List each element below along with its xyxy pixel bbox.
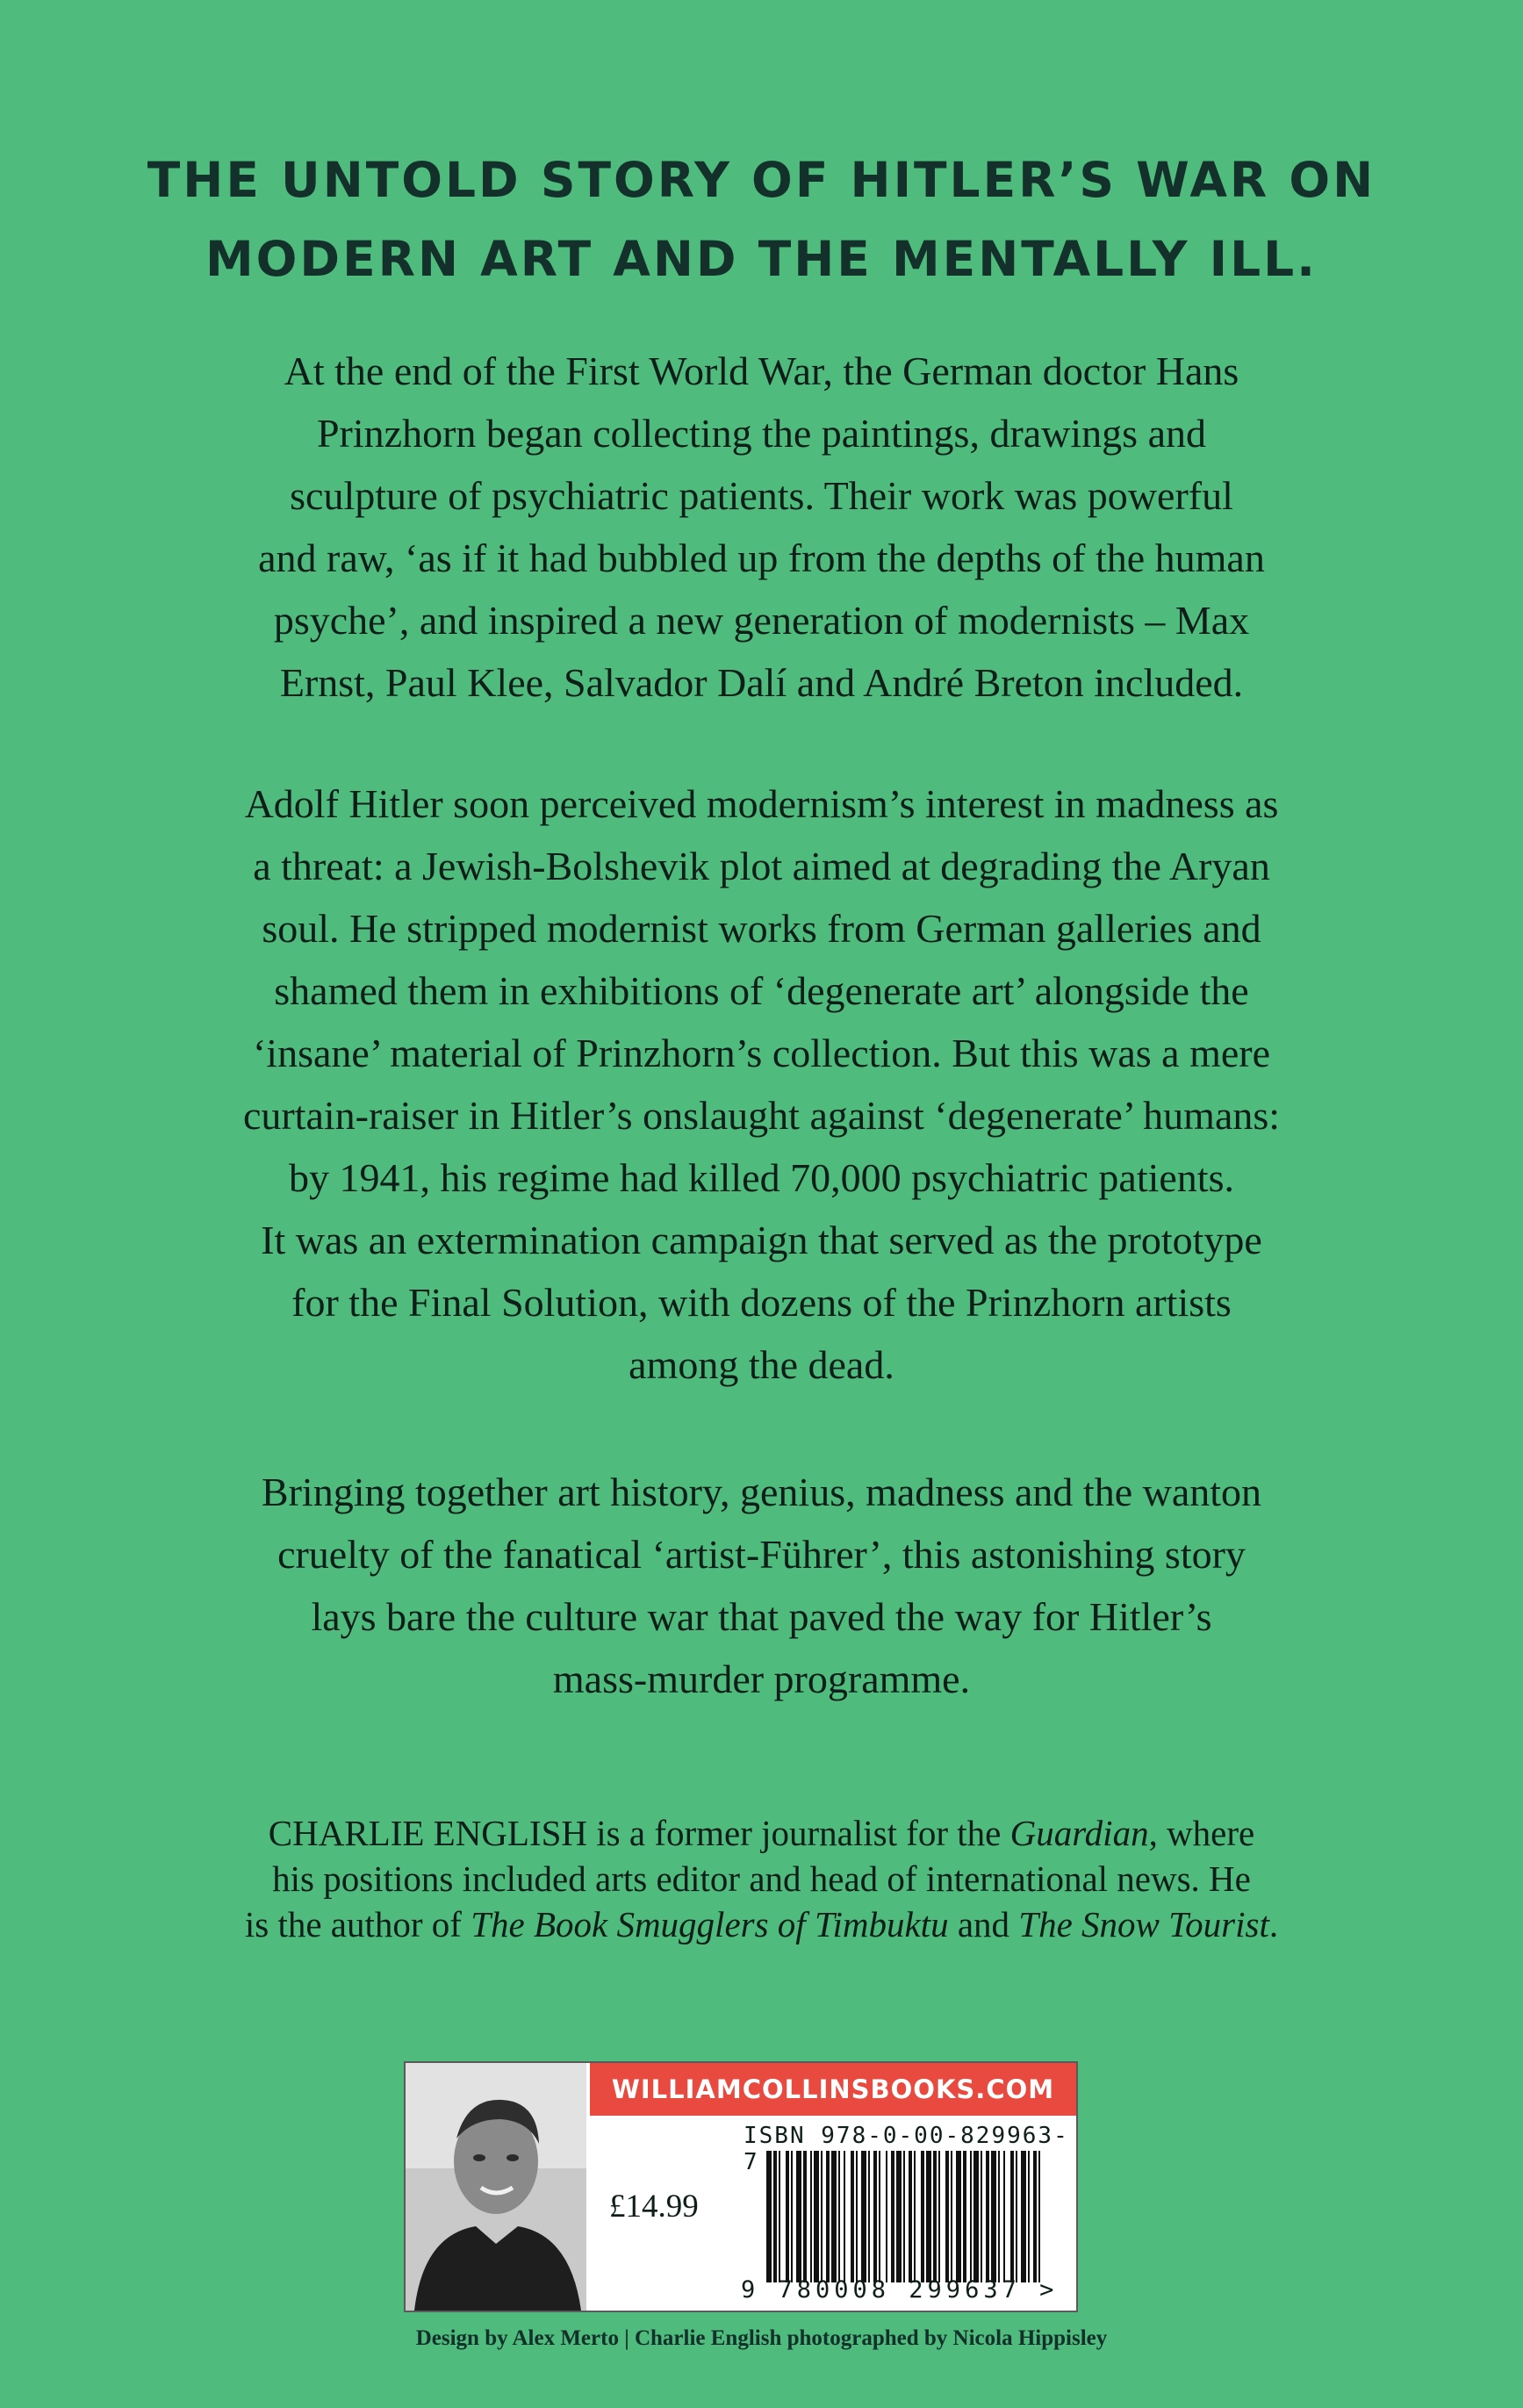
barcode-bar <box>826 2151 830 2282</box>
paragraph-line: sculpture of psychiatric patients. Their work was powerful <box>290 473 1233 518</box>
bio-text: and <box>948 1904 1019 1944</box>
paragraph-line: Prinzhorn began collecting the paintings, drawings and <box>316 411 1207 456</box>
barcode-bar <box>938 2151 940 2282</box>
design-credits: Design by Alex Merto | Charlie English photographed by Nicola Hippisley <box>415 2326 1108 2350</box>
paragraph-line: lays bare the culture war that paved the way for Hitler’s <box>311 1594 1212 1639</box>
barcode-bar <box>766 2151 772 2282</box>
barcode-bar <box>856 2151 858 2282</box>
paragraph-line: curtain-raiser in Hitler’s onslaught against ‘degenerate’ humans: <box>242 1093 1281 1138</box>
barcode-bar <box>896 2151 902 2282</box>
barcode-bar <box>963 2151 966 2282</box>
barcode-bar <box>803 2151 807 2282</box>
barcode-bar <box>791 2151 793 2282</box>
barcode-bar <box>891 2151 894 2282</box>
isbn-label: ISBN 978-0-00-829963-7 <box>744 2123 1069 2175</box>
barcode-bar <box>851 2151 854 2282</box>
paragraph-line: Adolf Hitler soon perceived modernism’s interest in madness as <box>244 781 1279 826</box>
website-banner: WILLIAMCOLLINSBOOKS.COM <box>590 2063 1076 2116</box>
paragraph-line: for the Final Solution, with dozens of the Prinzhorn artists <box>291 1280 1232 1325</box>
headline-line-2: MODERN ART AND THE MENTALLY ILL. <box>205 231 1318 287</box>
paragraph-line: cruelty of the fanatical ‘artist-Führer’, this astonishing story <box>277 1532 1246 1577</box>
barcode-bar <box>945 2151 949 2282</box>
paragraph-summary <box>0 1461 1523 1710</box>
paragraph-line: by 1941, his regime had killed 70,000 psychiatric patients. <box>289 1155 1234 1200</box>
barcode-bar <box>903 2151 905 2282</box>
barcode-bar <box>879 2151 880 2282</box>
barcode-bar <box>786 2151 789 2282</box>
barcode-bar <box>1016 2151 1017 2282</box>
barcode-bar <box>1028 2151 1030 2282</box>
bio-book-title: The Snow Tourist <box>1018 1904 1269 1944</box>
paragraph-line: mass-murder programme. <box>552 1657 971 1701</box>
bio-publication: Guardian <box>1009 1813 1149 1853</box>
barcode-bar <box>921 2151 924 2282</box>
barcode-bar <box>868 2151 870 2282</box>
bio-text: . <box>1268 1904 1279 1944</box>
bio-book-title: The Book Smugglers of Timbuktu <box>471 1904 949 1944</box>
paragraph-line: and raw, ‘as if it had bubbled up from the depths of the human <box>258 536 1265 580</box>
barcode <box>761 2151 1051 2282</box>
barcode-bar <box>779 2151 780 2282</box>
barcode-box <box>404 2061 1078 2312</box>
bio-text: CHARLIE ENGLISH is a former journalist for the <box>268 1813 1010 1853</box>
barcode-bar <box>991 2151 996 2282</box>
barcode-bar <box>914 2151 916 2282</box>
paragraph-line: shamed them in exhibitions of ‘degenerate art’ alongside the <box>274 968 1249 1013</box>
paragraph-line: among the dead. <box>629 1342 894 1387</box>
paragraph-hitler <box>0 773 1523 1396</box>
barcode-bar <box>1038 2151 1040 2282</box>
barcode-bar <box>981 2151 982 2282</box>
barcode-bar <box>873 2151 877 2282</box>
paragraph-intro <box>0 340 1523 714</box>
barcode-bar <box>838 2151 840 2282</box>
barcode-bar <box>909 2151 912 2282</box>
barcode-bar <box>973 2151 979 2282</box>
paragraph-line: ‘insane’ material of Prinzhorn’s collection. But this was a mere <box>252 1031 1271 1075</box>
paragraph-line: a threat: a Jewish-Bolshevik plot aimed at degrading the Aryan <box>253 844 1270 888</box>
barcode-bar <box>821 2151 823 2282</box>
bio-text: is the author of <box>244 1904 471 1944</box>
author-bio <box>0 1810 1523 1947</box>
barcode-bar <box>926 2151 931 2282</box>
barcode-bar <box>831 2151 837 2282</box>
barcode-bar <box>951 2151 952 2282</box>
headline-line-1: THE UNTOLD STORY OF HITLER’S WAR ON <box>147 152 1376 208</box>
bio-line-2: his positions included arts editor and head of international news. He <box>272 1858 1251 1899</box>
author-photo <box>406 2063 586 2311</box>
headline <box>0 140 1523 298</box>
barcode-bar <box>998 2151 1000 2282</box>
barcode-bar <box>956 2151 961 2282</box>
paragraph-line: It was an extermination campaign that served as the prototype <box>261 1218 1262 1262</box>
barcode-bar <box>844 2151 845 2282</box>
barcode-bar <box>1021 2151 1026 2282</box>
barcode-bar <box>773 2151 777 2282</box>
barcode-bar <box>861 2151 866 2282</box>
barcode-bar <box>1010 2151 1014 2282</box>
barcode-bar <box>970 2151 972 2282</box>
barcode-bar <box>1033 2151 1037 2282</box>
paragraph-line: At the end of the First World War, the German doctor Hans <box>284 349 1239 393</box>
barcode-bar <box>986 2151 989 2282</box>
barcode-bar <box>796 2151 801 2282</box>
paragraph-line: soul. He stripped modernist works from German galleries and <box>262 906 1261 951</box>
barcode-bar <box>814 2151 819 2282</box>
price-label: £14.99 <box>609 2189 699 2225</box>
barcode-bar <box>1003 2151 1005 2282</box>
barcode-bar <box>886 2151 887 2282</box>
barcode-digits: 9 780008 299637 > <box>741 2276 1059 2304</box>
bio-line-3 <box>0 1901 1523 1947</box>
barcode-bar <box>933 2151 937 2282</box>
paragraph-line: Ernst, Paul Klee, Salvador Dalí and André Breton included. <box>279 660 1244 705</box>
bio-line-1 <box>0 1810 1523 1856</box>
bio-text: , where <box>1148 1813 1255 1853</box>
paragraph-line: psyche’, and inspired a new generation of modernists – Max <box>273 598 1250 643</box>
barcode-bar <box>810 2151 812 2282</box>
paragraph-line: Bringing together art history, genius, madness and the wanton <box>261 1470 1262 1514</box>
